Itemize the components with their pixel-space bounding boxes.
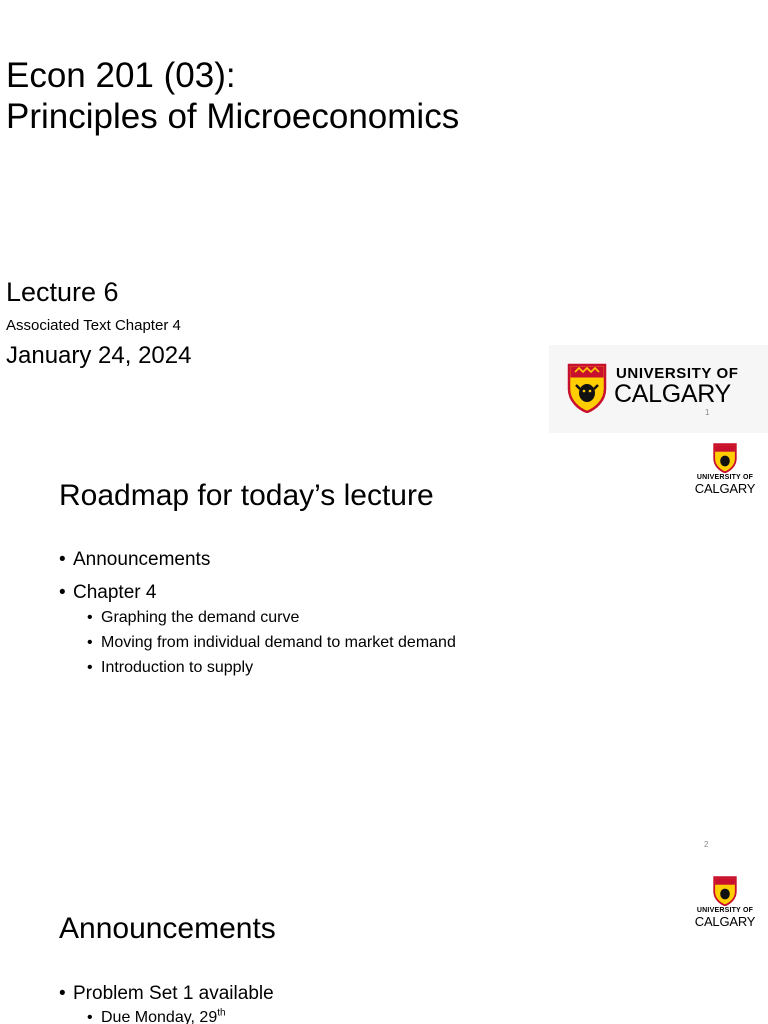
slide-title: [0, 0, 768, 433]
sub-list-item: [87, 1008, 274, 1024]
slide-heading: Roadmap for today’s lecture: [59, 479, 434, 512]
logo-line-2: CALGARY: [694, 914, 756, 929]
course-title-line-2: Principles of Microeconomics: [6, 97, 460, 136]
logo-line-1: UNIVERSITY OF: [696, 907, 754, 914]
sub-list-item: [87, 633, 456, 652]
crest-icon: [567, 363, 607, 413]
slide-roadmap: [0, 433, 768, 866]
university-logo-small: [690, 876, 760, 932]
list-item-text: Chapter 4: [73, 582, 157, 603]
crest-icon: [713, 443, 737, 473]
bullet-icon: •: [87, 634, 93, 651]
university-logo: [549, 345, 768, 433]
page-number: 1: [705, 408, 710, 417]
bullet-icon: •: [87, 609, 93, 626]
lecture-number: Lecture 6: [6, 277, 119, 307]
sub-list-item: [87, 608, 456, 627]
bullet-icon: •: [87, 1009, 93, 1024]
bullet-icon: •: [59, 582, 66, 603]
logo-line-2: CALGARY: [614, 380, 731, 408]
sub-list-item: [87, 658, 456, 677]
list-item: [59, 549, 456, 571]
sub-list-item-text: Introduction to supply: [101, 659, 254, 676]
list-item-text: Problem Set 1 available: [73, 983, 274, 1004]
bullet-list: [59, 549, 456, 683]
logo-line-1: UNIVERSITY OF: [696, 474, 754, 481]
logo-line-1: UNIVERSITY OF: [616, 365, 739, 382]
crest-icon: [713, 876, 737, 906]
list-item: [59, 983, 274, 1005]
bullet-icon: •: [87, 659, 93, 676]
page-number: 2: [704, 840, 709, 849]
sub-list-item-text: Due Monday, 29: [101, 1009, 218, 1024]
sub-list-item-text: Moving from individual demand to market demand: [101, 634, 456, 651]
slide-heading: Announcements: [59, 912, 276, 945]
slide-announcements: [0, 866, 768, 1024]
bullet-list: [59, 983, 274, 1024]
course-title: [6, 55, 459, 137]
lecture-date: January 24, 2024: [6, 342, 192, 369]
associated-text: Associated Text Chapter 4: [6, 317, 181, 334]
ordinal-suffix: th: [217, 1007, 226, 1019]
list-item: [59, 582, 456, 604]
course-title-line-1: Econ 201 (03):: [6, 56, 236, 95]
sub-list-item-text: Graphing the demand curve: [101, 609, 300, 626]
logo-line-2: CALGARY: [694, 481, 756, 496]
bullet-icon: •: [59, 549, 66, 570]
list-item-text: Announcements: [73, 549, 211, 570]
university-logo-small: [690, 443, 760, 499]
bullet-icon: •: [59, 983, 66, 1004]
